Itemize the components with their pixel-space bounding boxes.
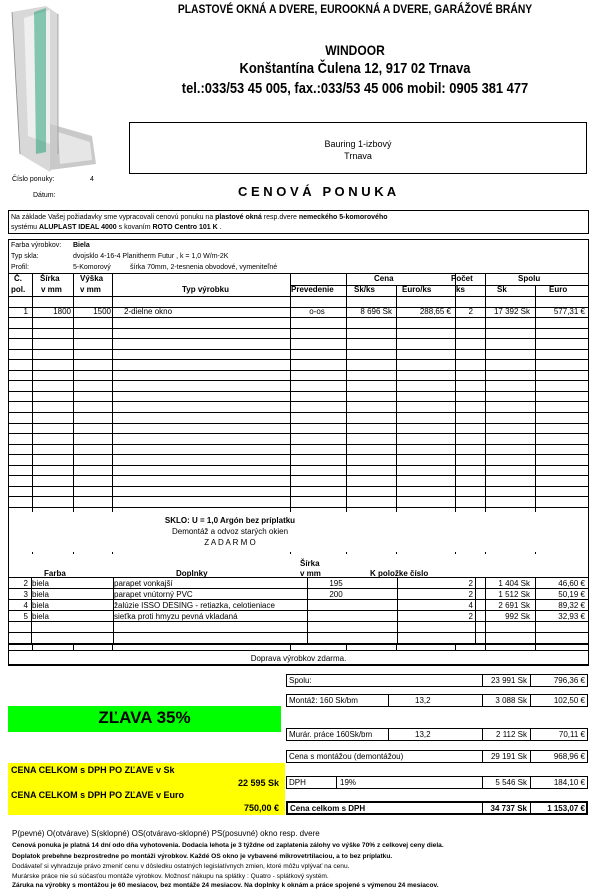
item-no: 1: [23, 307, 28, 316]
acc-no: 2: [23, 579, 28, 588]
final-eur-label: CENA CELKOM s DPH PO ZĽAVE v Euro: [11, 790, 185, 800]
col-price: Cena: [374, 274, 394, 283]
grid-row: [8, 381, 589, 392]
acc-sk: 2 691 Sk: [498, 601, 530, 610]
col-price-eur: Euro/ks: [402, 285, 432, 294]
acc-name: sieťka proti hmyzu pevná vkladaná: [114, 612, 238, 621]
grand-eur: 1 153,07 €: [547, 804, 585, 813]
col-total: Spolu: [518, 274, 541, 283]
glass-value: dvojsklo 4-16-4 Planitherm Futur , k = 1,0 W/m-2K: [73, 253, 229, 260]
summary-total-sk: 23 991 Sk: [490, 676, 527, 685]
customer-name: Bauring 1-izbový: [324, 139, 392, 149]
intro-box: [8, 210, 589, 234]
acc-col-width: Šírka: [300, 559, 320, 568]
item-qty: 2: [468, 307, 473, 316]
intro-hardware: ROTO Centro 101 K: [152, 224, 218, 231]
discount-label: ZĽAVA 35%: [98, 708, 191, 727]
acc-color: biela: [32, 612, 49, 621]
with-install-sk: 29 191 Sk: [490, 752, 527, 761]
intro-system: ALUPLAST IDEAL 4000: [39, 224, 117, 231]
customer-box: [129, 122, 587, 174]
acc-color: biela: [32, 601, 49, 610]
note-free: Z A D A R M O: [204, 538, 256, 547]
grid-row: [8, 329, 589, 340]
acc-sk: 992 Sk: [505, 612, 530, 621]
color-label: Farba výrobkov:: [11, 242, 62, 249]
col-no: Č.: [14, 274, 22, 283]
acc-eur: 89,32 €: [558, 601, 585, 610]
install-meters: 13,2: [415, 696, 431, 705]
grid-row: [8, 350, 589, 361]
document-title: C E N O V Á P O N U K A: [238, 184, 397, 199]
with-install-label: Cena s montážou (demontážou): [289, 752, 404, 761]
intro-text: systému: [11, 224, 40, 231]
acc-name: parapet vnútorný PVC: [114, 590, 193, 599]
intro-product: plastové okná: [215, 214, 262, 221]
col-total-sk: Sk: [497, 285, 507, 294]
acc-col-ref: K položke číslo: [370, 569, 429, 578]
acc-col-width-unit: v mm: [300, 569, 321, 578]
acc-eur: 32,93 €: [558, 612, 585, 621]
note-glass: SKLO: U = 1,0 Argón bez príplatku: [164, 516, 296, 525]
grid-row: [8, 445, 589, 456]
grid-row: [8, 497, 589, 508]
profile-label: Profil:: [11, 264, 29, 271]
intro-system-type: nemeckého 5-komorového: [298, 214, 388, 221]
grand-sk: 34 737 Sk: [490, 804, 527, 813]
delivery-row: [8, 650, 589, 665]
masonry-label: Murár. práce 160Sk/bm: [289, 730, 373, 739]
footer-line-1: Cenová ponuka je platná 14 dní odo dňa vyhotovenia. Dodacia lehota je 3 týždne od zaplatenia zálohy vo výške 70% z celkovej ceny diela.: [12, 842, 444, 849]
grid-row: [8, 360, 589, 371]
offer-number-label: Číslo ponuky:: [12, 176, 55, 183]
acc-color: biela: [32, 590, 49, 599]
item-price-eur: 288,65 €: [419, 307, 451, 316]
profile-detail: šírka 70mm, 2-tesnenia obvodové, vymeniteľné: [130, 264, 278, 271]
grid-row: [8, 297, 589, 308]
company-phone: tel.:033/53 45 005, fax.:033/53 45 006 mobil: 0905 381 477: [181, 80, 529, 97]
acc-no: 4: [23, 601, 28, 610]
acc-width: 200: [329, 590, 343, 599]
grid-row: [8, 339, 589, 350]
final-sk-label: CENA CELKOM s DPH PO ZĽAVE v Sk: [11, 765, 175, 775]
acc-qty: 2: [468, 612, 473, 621]
profile-value: 5-Komorový: [73, 264, 111, 271]
grand-label: Cena celkom s DPH: [290, 804, 366, 813]
footer-line-2: Doplatok prebehne bezprostredne po montáži výrobkov. Každé OS okno je vybavené mikrovetrtilaciou, a to bez príplatku.: [12, 853, 393, 860]
note-removal: Demontáž a odvoz starých okien: [171, 527, 289, 536]
col-no-sub: pol.: [11, 285, 26, 294]
company-address: Konštantína Čulena 12, 917 02 Trnava: [239, 60, 471, 77]
masonry-eur: 70,11 €: [558, 730, 585, 739]
vat-label: DPH: [289, 778, 306, 787]
acc-width: 195: [329, 579, 343, 588]
acc-color: biela: [32, 579, 49, 588]
item-height: 1500: [93, 307, 111, 316]
acc-qty: 4: [468, 601, 473, 610]
intro-text: s kovaním: [116, 224, 153, 231]
col-type: Typ výrobku: [182, 285, 229, 294]
intro-text: resp.dvere: [261, 214, 299, 221]
acc-sk: 1 512 Sk: [498, 590, 530, 599]
acc-name: žalúzie ISSO DESING - retiazka, celotieniace: [114, 601, 275, 610]
acc-eur: 50,19 €: [558, 590, 585, 599]
item-execution: o-os: [309, 307, 325, 316]
grid-row: [8, 455, 589, 466]
grid-row: [8, 476, 589, 487]
glass-label: Typ skla:: [11, 253, 39, 260]
grid-row: [8, 466, 589, 477]
color-value: Biela: [73, 242, 90, 249]
date-label: Dátum:: [33, 192, 56, 199]
final-eur-value: 750,00 €: [243, 803, 279, 813]
discount-box: [8, 706, 281, 732]
col-execution: Prevedenie: [291, 285, 334, 294]
masonry-meters: 13,2: [415, 730, 431, 739]
footer-line-5: Záruka na výrobky s montážou je 60 mesiacov, bez montáže 24 mesiacov. Na doplnky k oknám a práce spojené s výmenou 24 mesiacov.: [12, 882, 439, 889]
vat-rate: 19%: [340, 778, 357, 787]
intro-text: .: [217, 224, 222, 231]
col-height-unit: v mm: [80, 285, 101, 294]
summary-total-eur: 796,36 €: [553, 676, 585, 685]
customer-city: Trnava: [344, 151, 372, 161]
footer-line-3: Dodávateľ si vyhradzuje právo zmeniť cenu v dôsledku ostatných legislatívnych zmien, ktoré môžu vplývať na cenu.: [12, 863, 350, 870]
grid-row: [8, 318, 589, 329]
acc-eur: 46,60 €: [558, 579, 585, 588]
window-profile-image: [6, 4, 98, 176]
intro-text: Na základe Vašej požiadavky sme vypracovali cenovú ponuku na: [11, 214, 216, 221]
summary-total-label: Spolu:: [289, 676, 312, 685]
col-qty: Počet: [451, 274, 473, 283]
offer-number: 4: [90, 176, 94, 183]
install-sk: 3 088 Sk: [495, 696, 527, 705]
acc-no: 5: [23, 612, 28, 621]
acc-qty: 2: [468, 590, 473, 599]
acc-sk: 1 404 Sk: [498, 579, 530, 588]
grid-row: [8, 434, 589, 445]
final-sk-value: 22 595 Sk: [237, 778, 279, 788]
install-eur: 102,50 €: [553, 696, 585, 705]
col-width: Šírka: [40, 274, 60, 283]
vat-eur: 184,10 €: [553, 778, 585, 787]
acc-name: parapet vonkajší: [114, 579, 173, 588]
vat-sk: 5 546 Sk: [495, 778, 527, 787]
col-qty-unit: ks: [456, 285, 465, 294]
grid-row: [8, 402, 589, 413]
item-total-eur: 577,31 €: [553, 307, 585, 316]
col-total-eur: Euro: [549, 285, 568, 294]
with-install-eur: 968,96 €: [553, 752, 585, 761]
install-label: Montáž: 160 Sk/bm: [289, 696, 358, 705]
grid-row: [8, 424, 589, 435]
grid-row: [8, 392, 589, 403]
header-tagline: PLASTOVÉ OKNÁ A DVERE, EUROOKNÁ A DVERE, GARÁŽOVÉ BRÁNY: [177, 2, 533, 16]
acc-col-color: Farba: [44, 569, 66, 578]
accessories-header: [8, 554, 589, 578]
col-price-sk: Sk/ks: [354, 285, 375, 294]
masonry-sk: 2 112 Sk: [496, 730, 527, 739]
footer-line-4: Murárske práce nie sú súčasťou montáže výrobkov. Možnosť nákupu na splátky : Quatro - splátkový systém.: [12, 873, 329, 880]
grid-row: [8, 371, 589, 382]
accessory-row: [8, 622, 589, 633]
delivery-text: Doprava výrobkov zdarma.: [250, 654, 347, 663]
accessory-row: [8, 633, 589, 644]
item-type: 2-dielne okno: [124, 307, 173, 316]
col-width-unit: v mm: [41, 285, 62, 294]
grid-row: [8, 413, 589, 424]
col-height: Výška: [80, 274, 104, 283]
item-total-sk: 17 392 Sk: [493, 307, 530, 316]
acc-col-addon: Doplnky: [176, 569, 208, 578]
company-name: WINDOOR: [325, 42, 385, 58]
item-width: 1800: [53, 307, 71, 316]
grid-row: [8, 487, 589, 498]
footer-legend: P(pevné) O(otvárave) S(sklopné) OS(otváravo-sklopné) PS(posuvné) okno resp. dvere: [12, 829, 320, 838]
item-price-sk: 8 696 Sk: [360, 307, 392, 316]
acc-no: 3: [23, 590, 28, 599]
acc-qty: 2: [468, 579, 473, 588]
